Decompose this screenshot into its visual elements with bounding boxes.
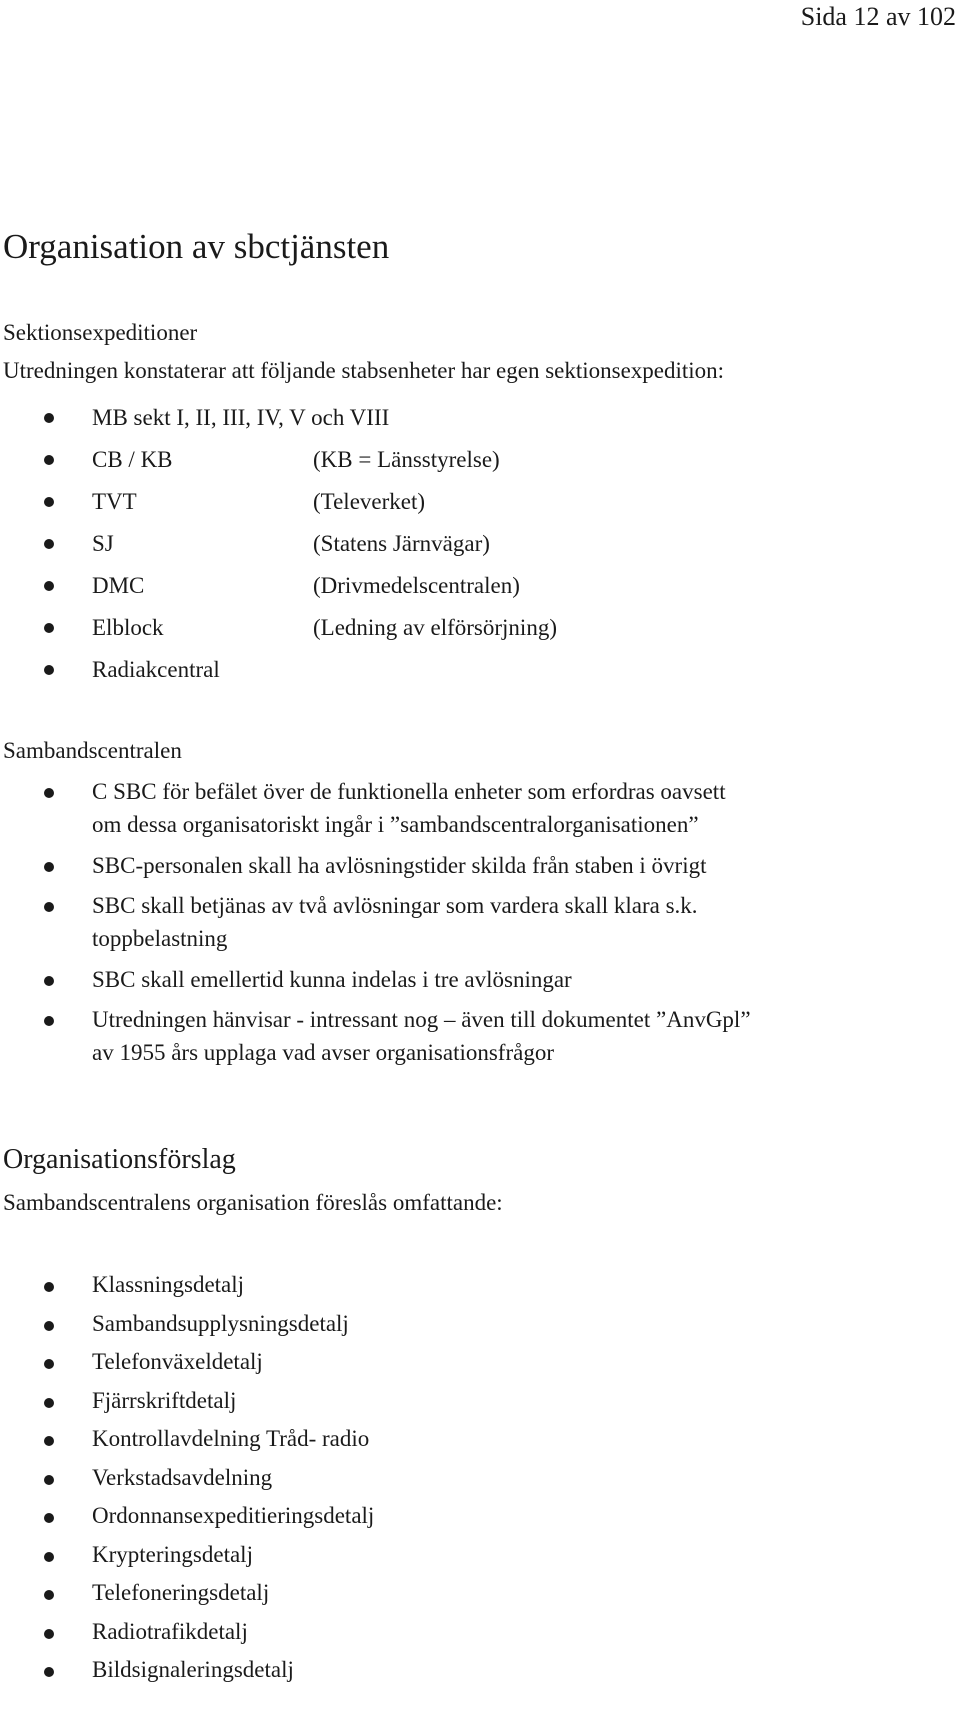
list-item: MB sekt I, II, III, IV, V och VIII <box>0 397 389 439</box>
list-item: Kontrollavdelning Tråd- radio <box>0 1420 374 1459</box>
bullet-icon <box>44 665 54 675</box>
bullet-icon <box>44 1016 54 1026</box>
section-intro: Utredningen konstaterar att följande stabsenheter har egen sektionsexpedition: <box>3 358 725 383</box>
list-item: Radiakcentral <box>0 649 389 691</box>
bullet-icon <box>44 1436 54 1446</box>
list-item: Utredningen hänvisar - intressant nog – även till dokumentet ”AnvGpl” av 1955 års upplaga vad avser organisationsfrågor <box>0 1000 751 1074</box>
section-heading-organisationsforslag: Organisationsförslag <box>3 1144 236 1175</box>
sektionsexpedition-list <box>0 397 557 691</box>
bullet-icon <box>44 497 54 507</box>
bullet-icon <box>44 1590 54 1600</box>
bullet-icon <box>44 788 54 798</box>
list-item: Verkstadsavdelning <box>0 1459 374 1498</box>
section-heading-sambandscentralen: Sambandscentralen <box>3 738 182 763</box>
list-item: Telefonväxeldetalj <box>0 1343 374 1382</box>
list-item: Fjärrskriftdetalj <box>0 1382 374 1421</box>
section-intro: Sambandscentralens organisation föreslås omfattande: <box>3 1190 503 1215</box>
list-item: Elblock (Ledning av elförsörjning) <box>0 607 389 649</box>
bullet-icon <box>44 1398 54 1408</box>
list-item: CB / KB (KB = Länsstyrelse) <box>0 439 389 481</box>
bullet-icon <box>44 1513 54 1523</box>
list-item: Telefoneringsdetalj <box>0 1574 374 1613</box>
bullet-icon <box>44 455 54 465</box>
page-title: Organisation av sbctjänsten <box>3 227 390 266</box>
organisationsforslag-list <box>0 1266 374 1690</box>
list-item: TVT (Televerket) <box>0 481 389 523</box>
list-item: DMC (Drivmedelscentralen) <box>0 565 389 607</box>
bullet-icon <box>44 862 54 872</box>
list-item: Radiotrafikdetalj <box>0 1613 374 1652</box>
bullet-icon <box>44 1667 54 1677</box>
bullet-icon <box>44 976 54 986</box>
bullet-icon <box>44 1321 54 1331</box>
list-item: Klassningsdetalj <box>0 1266 374 1305</box>
bullet-icon <box>44 413 54 423</box>
list-item: SBC skall emellertid kunna indelas i tre avlösningar <box>0 960 751 1000</box>
bullet-icon <box>44 1629 54 1639</box>
list-item: Bildsignaleringsdetalj <box>0 1651 374 1690</box>
bullet-icon <box>44 623 54 633</box>
bullet-icon <box>44 902 54 912</box>
list-item: Ordonnansexpeditieringsdetalj <box>0 1497 374 1536</box>
list-item: SBC skall betjänas av två avlösningar som vardera skall klara s.k. toppbelastning <box>0 886 751 960</box>
bullet-icon <box>44 1552 54 1562</box>
list-item: C SBC för befälet över de funktionella enheter som erfordras oavsett om dessa organisatoriskt ingår i ”sambandscentralorganisationen” <box>0 772 751 846</box>
section-heading-sektionsexpeditioner: Sektionsexpeditioner <box>3 320 198 345</box>
bullet-icon <box>44 1359 54 1369</box>
list-item: Krypteringsdetalj <box>0 1536 374 1575</box>
bullet-icon <box>44 1282 54 1292</box>
sambandscentralen-list <box>0 772 751 1074</box>
list-item: SJ (Statens Järnvägar) <box>0 523 389 565</box>
bullet-icon <box>44 581 54 591</box>
page-number: Sida 12 av 102 <box>800 2 956 31</box>
bullet-icon <box>44 1475 54 1485</box>
bullet-icon <box>44 539 54 549</box>
list-item: Sambandsupplysningsdetalj <box>0 1305 374 1344</box>
list-item: SBC-personalen skall ha avlösningstider skilda från staben i övrigt <box>0 846 751 886</box>
